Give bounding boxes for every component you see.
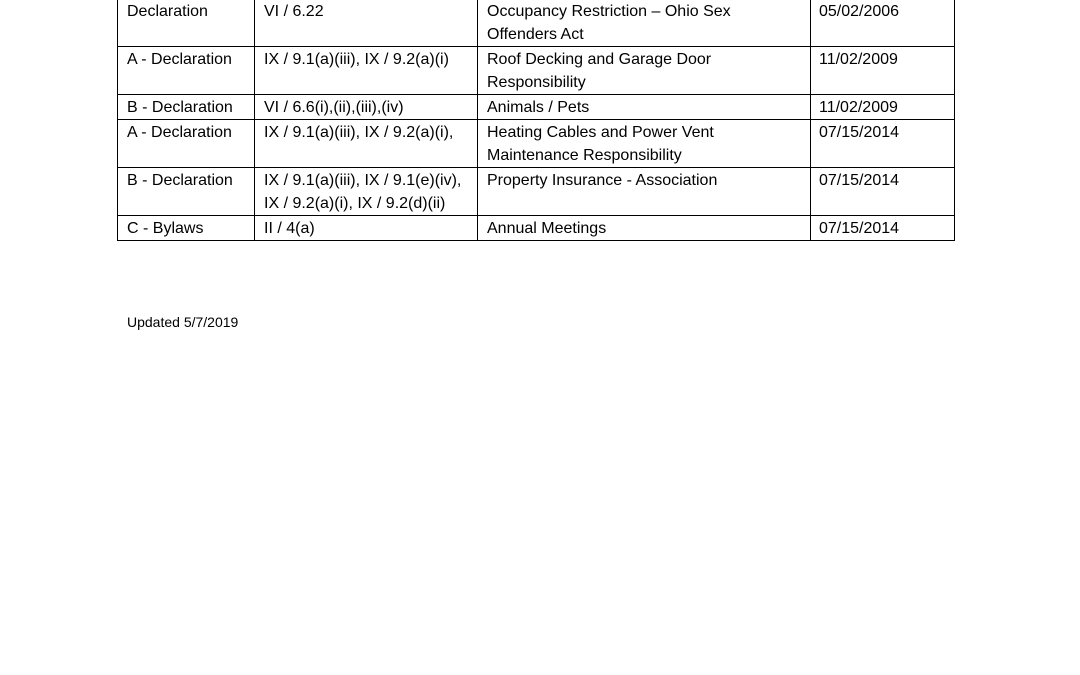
table-row: [118, 95, 955, 120]
table-row: [118, 216, 955, 241]
document-cell: B - Declaration: [118, 168, 255, 216]
document-cell: A - Declaration: [118, 47, 255, 95]
date-cell: 07/15/2014: [811, 168, 955, 216]
updated-note: Updated 5/7/2019: [127, 314, 239, 330]
table-row: [118, 0, 955, 47]
section-cell: II / 4(a): [255, 216, 478, 241]
section-cell: VI / 6.6(i),(ii),(iii),(iv): [255, 95, 478, 120]
description-cell: Property Insurance - Association: [478, 168, 811, 216]
section-cell: IX / 9.1(a)(iii), IX / 9.2(a)(i),: [255, 120, 478, 168]
document-cell: Declaration: [118, 0, 255, 47]
section-cell: IX / 9.1(a)(iii), IX / 9.2(a)(i): [255, 47, 478, 95]
date-cell: 07/15/2014: [811, 120, 955, 168]
date-cell: 07/15/2014: [811, 216, 955, 241]
table-row: [118, 47, 955, 95]
document-cell: A - Declaration: [118, 120, 255, 168]
document-cell: B - Declaration: [118, 95, 255, 120]
section-cell: IX / 9.1(a)(iii), IX / 9.1(e)(iv), IX / 9.2(a)(i), IX / 9.2(d)(ii): [255, 168, 478, 216]
table-row: [118, 120, 955, 168]
amendments-table: [117, 0, 955, 241]
section-cell: VI / 6.22: [255, 0, 478, 47]
amendments-table-body: [118, 0, 955, 241]
description-cell: Heating Cables and Power Vent Maintenance Responsibility: [478, 120, 811, 168]
table-row: [118, 168, 955, 216]
date-cell: 11/02/2009: [811, 95, 955, 120]
description-cell: Annual Meetings: [478, 216, 811, 241]
date-cell: 05/02/2006: [811, 0, 955, 47]
description-cell: Occupancy Restriction – Ohio Sex Offenders Act: [478, 0, 811, 47]
description-cell: Animals / Pets: [478, 95, 811, 120]
description-cell: Roof Decking and Garage Door Responsibility: [478, 47, 811, 95]
document-cell: C - Bylaws: [118, 216, 255, 241]
date-cell: 11/02/2009: [811, 47, 955, 95]
